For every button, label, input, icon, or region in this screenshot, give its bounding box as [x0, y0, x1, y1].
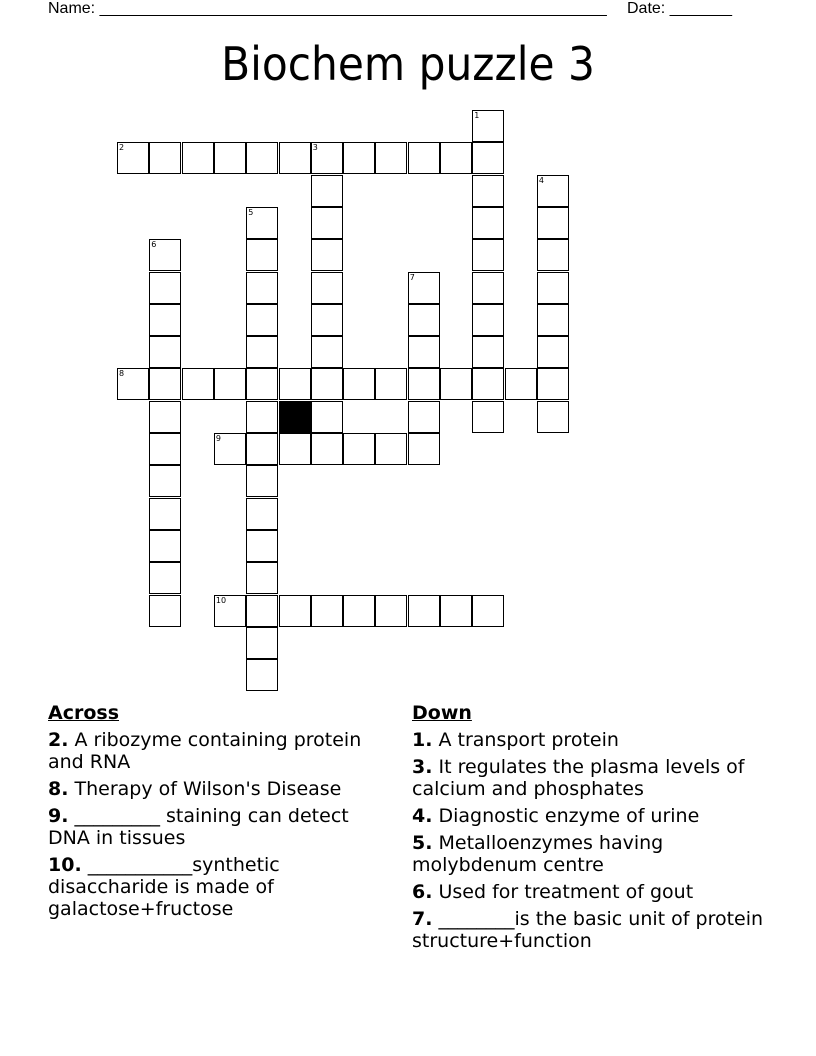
grid-cell[interactable] — [537, 272, 569, 304]
clue-text: A transport protein — [432, 729, 619, 751]
across-heading: Across — [48, 702, 120, 724]
clue-number: 4 — [538, 175, 544, 185]
grid-cell[interactable] — [279, 595, 311, 627]
clue-number: 7. — [412, 908, 433, 930]
clue-text: Diagnostic enzyme of urine — [432, 805, 700, 827]
across-clue-list — [48, 729, 378, 920]
grid-cell[interactable] — [408, 368, 440, 400]
grid-cell[interactable] — [149, 304, 181, 336]
page-title: Biochem puzzle 3 — [221, 37, 595, 91]
grid-cell[interactable] — [246, 433, 278, 465]
grid-cell[interactable] — [214, 142, 246, 174]
clue-number: 4. — [412, 805, 433, 827]
grid-cell[interactable] — [472, 595, 504, 627]
grid-cell[interactable] — [440, 595, 472, 627]
grid-cell[interactable] — [472, 336, 504, 368]
clue-number: 3 — [312, 143, 318, 153]
down-clue — [412, 729, 772, 751]
grid-cell[interactable] — [408, 272, 440, 304]
grid-cell[interactable] — [149, 239, 181, 271]
grid-cell[interactable] — [246, 207, 278, 239]
grid-cell[interactable] — [311, 272, 343, 304]
grid-cell[interactable] — [343, 142, 375, 174]
grid-cell[interactable] — [311, 142, 343, 174]
clue-text: Used for treatment of gout — [432, 881, 694, 903]
grid-cell[interactable] — [246, 368, 278, 400]
down-clue — [412, 805, 772, 827]
grid-cell[interactable] — [472, 239, 504, 271]
clue-number: 5. — [412, 832, 433, 854]
grid-cell[interactable] — [246, 239, 278, 271]
clue-text: Therapy of Wilson's Disease — [68, 778, 342, 800]
grid-cell[interactable] — [246, 142, 278, 174]
clue-text: _________ staining can detect DNA in tissues — [48, 805, 349, 849]
grid-cell[interactable] — [472, 368, 504, 400]
down-clues — [412, 702, 772, 957]
grid-cell[interactable] — [117, 368, 149, 400]
grid-cell[interactable] — [246, 659, 278, 691]
clue-number: 8. — [48, 778, 69, 800]
clue-number: 9 — [215, 434, 221, 443]
grid-cell[interactable] — [472, 272, 504, 304]
grid-cell[interactable] — [149, 336, 181, 368]
grid-cell[interactable] — [149, 433, 181, 465]
grid-cell[interactable] — [408, 401, 440, 433]
across-clues — [48, 702, 378, 925]
across-clue — [48, 854, 378, 920]
clue-number: 10. — [48, 854, 82, 876]
grid-cell[interactable] — [311, 175, 343, 207]
clue-number: 2 — [119, 143, 125, 153]
clue-number: 9. — [48, 805, 69, 827]
grid-cell[interactable] — [375, 433, 407, 465]
grid-cell[interactable] — [472, 175, 504, 207]
grid-cell[interactable] — [149, 465, 181, 497]
grid-cell[interactable] — [246, 465, 278, 497]
grid-cell[interactable] — [375, 142, 407, 174]
grid-cell[interactable] — [117, 142, 149, 174]
grid-cell[interactable] — [343, 595, 375, 627]
down-heading: Down — [412, 702, 472, 724]
name-field-label: Name: _________________________________________________________ — [48, 0, 607, 17]
grid-cell[interactable] — [440, 368, 472, 400]
grid-cell[interactable] — [246, 562, 278, 594]
grid-cell[interactable] — [537, 304, 569, 336]
grid-cell[interactable] — [375, 595, 407, 627]
grid-cell[interactable] — [375, 368, 407, 400]
grid-cell[interactable] — [279, 433, 311, 465]
grid-cell[interactable] — [343, 433, 375, 465]
grid-cell[interactable] — [182, 142, 214, 174]
grid-cell[interactable] — [472, 142, 504, 174]
clue-number: 5 — [248, 207, 254, 217]
clue-number: 3. — [412, 756, 433, 778]
grid-cell[interactable] — [246, 336, 278, 368]
grid-cell[interactable] — [246, 498, 278, 530]
grid-cell[interactable] — [505, 368, 537, 400]
grid-cell[interactable] — [149, 562, 181, 594]
grid-cell[interactable] — [246, 272, 278, 304]
grid-cell[interactable] — [311, 401, 343, 433]
grid-cell[interactable] — [537, 175, 569, 207]
down-clue — [412, 756, 772, 800]
grid-cell[interactable] — [311, 336, 343, 368]
grid-cell[interactable] — [149, 595, 181, 627]
grid-cell[interactable] — [149, 368, 181, 400]
clue-text: ________is the basic unit of protein structure+function — [412, 908, 764, 952]
grid-cell[interactable] — [472, 207, 504, 239]
grid-cell[interactable] — [311, 368, 343, 400]
grid-cell[interactable] — [408, 304, 440, 336]
clue-number: 6 — [151, 240, 157, 250]
grid-cell[interactable] — [472, 110, 504, 142]
clue-number: 1. — [412, 729, 433, 751]
down-clue — [412, 908, 772, 952]
grid-cell[interactable] — [311, 207, 343, 239]
down-clue — [412, 881, 772, 903]
clue-text: ___________synthetic disaccharide is made of galactose+fructose — [48, 854, 280, 920]
grid-cell[interactable] — [537, 368, 569, 400]
clue-number: 2. — [48, 729, 69, 751]
grid-cell[interactable] — [214, 368, 246, 400]
grid-cell[interactable] — [440, 142, 472, 174]
down-clue — [412, 832, 772, 876]
grid-cell[interactable] — [246, 401, 278, 433]
across-clue — [48, 729, 378, 773]
clue-text: A ribozyme containing protein and RNA — [48, 729, 362, 773]
grid-cell[interactable] — [182, 368, 214, 400]
grid-cell[interactable] — [408, 142, 440, 174]
grid-cell[interactable] — [246, 595, 278, 627]
black-cell — [279, 401, 311, 433]
clue-number: 8 — [119, 369, 125, 379]
clue-number: 1 — [474, 111, 480, 120]
grid-cell[interactable] — [246, 627, 278, 659]
grid-cell[interactable] — [311, 595, 343, 627]
grid-cell[interactable] — [408, 433, 440, 465]
grid-cell[interactable] — [537, 401, 569, 433]
grid-cell[interactable] — [149, 498, 181, 530]
grid-cell[interactable] — [311, 433, 343, 465]
clue-number: 6. — [412, 881, 433, 903]
grid-cell[interactable] — [537, 336, 569, 368]
grid-cell[interactable] — [246, 304, 278, 336]
clue-number: 7 — [409, 272, 415, 282]
grid-cell[interactable] — [279, 368, 311, 400]
grid-cell[interactable] — [343, 368, 375, 400]
grid-cell[interactable] — [149, 530, 181, 562]
grid-cell[interactable] — [246, 530, 278, 562]
grid-cell[interactable] — [408, 336, 440, 368]
grid-cell[interactable] — [149, 272, 181, 304]
across-clue — [48, 778, 378, 800]
grid-cell[interactable] — [408, 595, 440, 627]
clue-number: 10 — [215, 595, 227, 605]
clue-text: Metalloenzymes having molybdenum centre — [412, 832, 664, 876]
grid-cell[interactable] — [537, 239, 569, 271]
grid-cell[interactable] — [214, 433, 246, 465]
grid-cell[interactable] — [279, 142, 311, 174]
clue-text: It regulates the plasma levels of calcium and phosphates — [412, 756, 745, 800]
grid-cell[interactable] — [537, 207, 569, 239]
grid-cell[interactable] — [311, 304, 343, 336]
grid-cell[interactable] — [472, 401, 504, 433]
grid-cell[interactable] — [214, 595, 246, 627]
grid-cell[interactable] — [149, 142, 181, 174]
date-field-label: Date: _______ — [627, 0, 732, 17]
grid-cell[interactable] — [149, 401, 181, 433]
across-clue — [48, 805, 378, 849]
grid-cell[interactable] — [472, 304, 504, 336]
down-clue-list — [412, 729, 772, 952]
grid-cell[interactable] — [311, 239, 343, 271]
